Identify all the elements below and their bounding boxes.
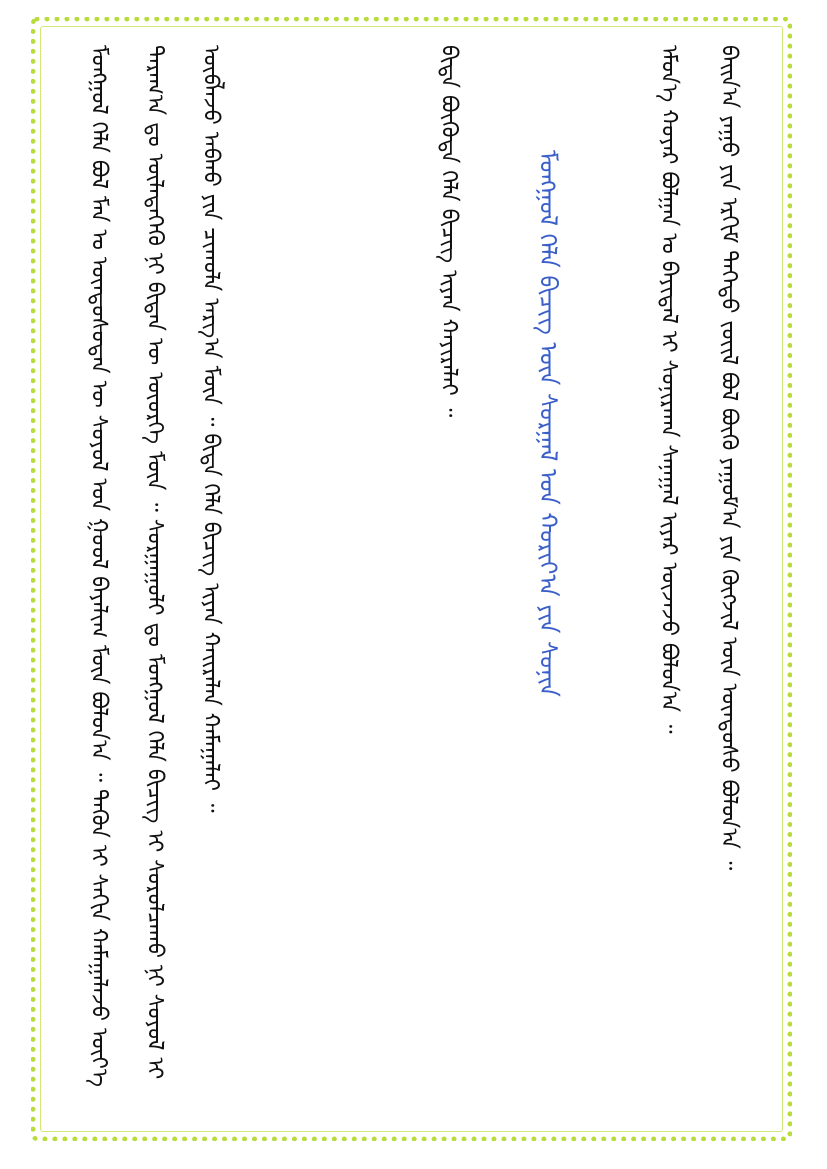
body-paragraph-closing: ᠪᠢᠳᠡ ᠪᠦᠭᠦᠳᠡ ᠬᠡᠯᠡ ᠪᠢᠴᠢᠭ ᠢᠶᠡᠨ ᠬᠠᠶᠢᠷᠠᠯᠠᠶ ᠃ [436,45,461,418]
intro-paragraph-line-2: ᠡᠮᠦᠨ᠎ᠡ ᠬᠣᠶᠠᠷ ᠪᠣᠯᠭᠠᠨ ᠤ ᠪᠠᠶᠢᠳᠠᠯ ᠢ ᠰᠣᠨᠢᠷᠬᠠᠨ ᠰᠠᠨᠠᠭᠠᠯ ᠢᠶᠡᠷ ᠦᠵᠡᠵᠦ ᠪᠣᠯᠤᠨ᠎ᠠ ᠃ [656,45,681,734]
section-title: ᠮᠣᠩᠭᠣᠯ ᠬᠡᠯᠡ ᠪᠢᠴᠢᠭ ᠦᠨ ᠰᠤᠷᠭᠠᠯ ᠤᠨ ᠬᠣᠷᠢᠶ᠎ᠠ ᠶᠢᠨ ᠰᠣᠨᠢᠨ [534,150,562,697]
body-paragraph: ᠮᠣᠩᠭᠣᠯ ᠬᠡᠯᠡ ᠪᠣᠯ ᠮᠠᠨ ᠤ ᠦᠨᠳᠦᠰᠦᠲᠡᠨ ᠦ ᠰᠣᠶᠣᠯ ᠤᠨ ᠭᠣᠣᠯ ᠪᠠᠶᠠᠯᠢᠭ ᠮᠦᠨ ᠪᠣᠯᠤᠨ᠎ᠠ ᠃ ᠲᠡᠭᠦᠨ ᠢ ᠰᠠᠬᠢᠨ ᠬᠠᠮᠠᠭᠠᠯᠠᠵᠤ ᠦᠶ᠎ᠡ ᠳᠠᠷᠠᠭ᠎ᠠ ᠳᠤ ᠦᠯᠡᠳᠡᠭᠡᠬᠦ ᠨᠢ ᠪᠢᠳᠡᠨ ᠦ ᠦᠦᠷᠭᠡ ᠮᠥᠨ ᠃ ᠰᠤᠷᠭᠠᠭᠤᠯᠢ ᠳᠤ ᠮᠣᠩᠭᠣᠯ ᠬᠡᠯᠡ ᠪᠢᠴᠢᠭ ᠢ ᠰᠤᠷᠤᠯᠴᠠᠬᠤ ᠨᠢ ᠰᠣᠶᠣᠯ ᠢ ᠥᠪᠯᠡᠵᠦ ᠠᠪᠬᠤ ᠶᠢᠨ ᠴᠢᠬᠤᠯᠠ ᠠᠷᠭ᠎ᠠ ᠮᠥᠨ ᠃ ᠪᠢᠳᠡ ᠬᠡᠯᠡ ᠪᠢᠴᠢᠭ ᠢᠶᠡᠨ ᠬᠠᠢᠷᠠᠯᠠᠨ ᠬᠠᠮᠠᠭᠠᠯᠠᠶ ᠃ [86,45,223,1095]
intro-paragraph-line-1: ᠪᠠᠢᠨ᠎ᠠ ᠶᠠᠭᠤ ᠶᠢᠨ ᠡᠷᠬᠢᠮ ᠳᠡᠭᠡᠳᠦ ᠵᠦᠢᠯ ᠪᠣᠯ ᠪᠦᠬᠦ ᠶᠠᠭᠤᠮ᠎ᠠ ᠶᠢᠨ ᠬᠥᠭᠵᠢᠯ ᠦᠨ ᠦᠨᠳᠦᠰᠦ ᠪᠣᠯᠤᠨ᠎ᠠ ᠃ [716,45,741,871]
